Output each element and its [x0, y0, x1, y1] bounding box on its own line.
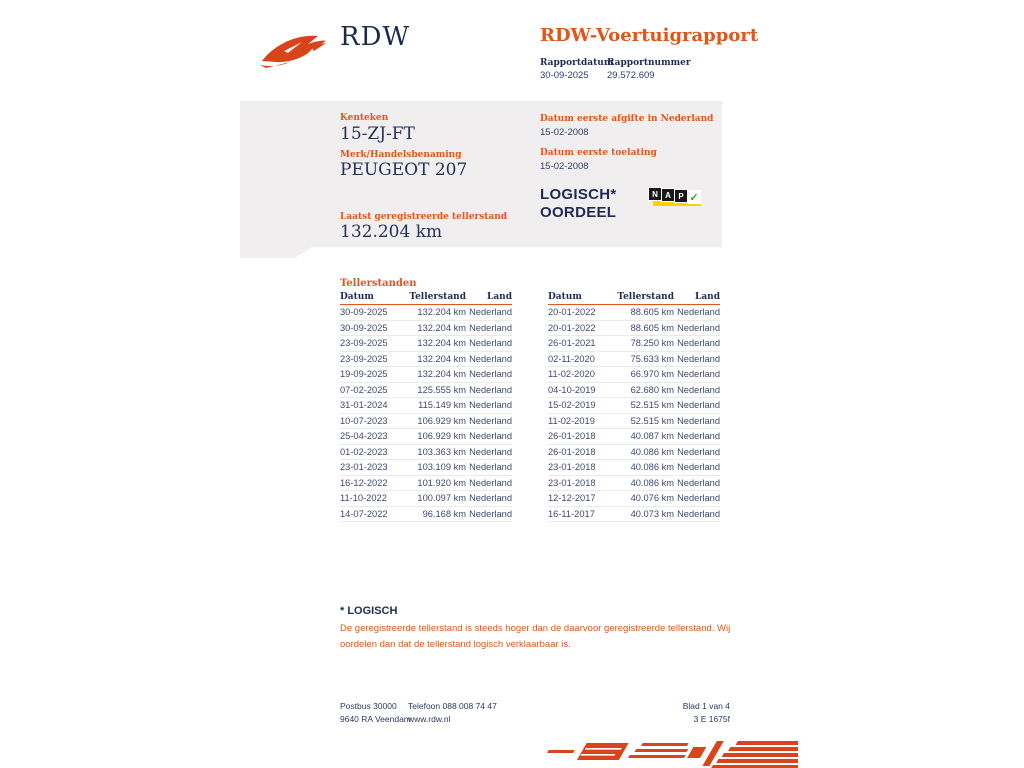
- kenteken-label: Kenteken: [340, 113, 389, 123]
- tellerstand-value: 132.204 km: [340, 222, 443, 242]
- table-row: [548, 414, 720, 430]
- explanation-text: De geregistreerde tellerstand is steeds hoger dan de daarvoor geregistreerde tellerstand. Wij oordelen dan dat de tellerstand logisch verklaarbaar is.: [340, 623, 731, 650]
- table-row: [340, 352, 512, 368]
- table-cell: 11-10-2022: [340, 493, 387, 504]
- col-header-datum: Datum: [548, 292, 582, 302]
- table-cell: 23-01-2018: [548, 462, 596, 473]
- table-cell: 40.086 km: [630, 462, 674, 473]
- table-cell: 66.970 km: [630, 369, 674, 380]
- table-cell: Nederland: [677, 462, 720, 473]
- table-row: [340, 414, 512, 430]
- table-row: [340, 491, 512, 507]
- table-cell: 62.680 km: [630, 384, 674, 395]
- table-cell: 23-01-2023: [340, 462, 388, 473]
- table-body: [548, 305, 720, 522]
- table-cell: 115.149 km: [418, 400, 466, 411]
- table-cell: 11-02-2020: [548, 369, 595, 380]
- afgifte-value: 15-02-2008: [540, 127, 589, 138]
- nap-letter-a: A: [661, 188, 675, 202]
- col-header-tellerstand: Tellerstand: [617, 292, 674, 302]
- table-cell: Nederland: [677, 493, 720, 504]
- footer-page-number: Blad 1 van 4: [682, 701, 730, 711]
- nap-checkmark-icon: ✓: [687, 190, 701, 204]
- table-cell: Nederland: [677, 353, 720, 364]
- page-title: RDW-Voertuigrapport: [540, 25, 759, 46]
- table-cell: Nederland: [469, 353, 512, 364]
- table-row: [340, 507, 512, 523]
- table-cell: 01-02-2023: [340, 446, 388, 457]
- table-row: [548, 321, 720, 337]
- table-cell: 23-09-2025: [340, 338, 388, 349]
- table-cell: 52.515 km: [630, 415, 674, 426]
- table-cell: 20-01-2022: [548, 307, 596, 318]
- table-cell: 26-01-2018: [548, 446, 596, 457]
- table-cell: Nederland: [677, 307, 720, 318]
- table-cell: Nederland: [469, 400, 512, 411]
- merk-label: Merk/Handelsbenaming: [340, 150, 462, 160]
- table-row: [340, 336, 512, 352]
- table-cell: 132.204 km: [417, 322, 466, 333]
- table-cell: 125.555 km: [417, 384, 466, 395]
- table-cell: 20-01-2022: [548, 322, 596, 333]
- table-cell: Nederland: [677, 338, 720, 349]
- table-cell: 30-09-2025: [340, 307, 388, 318]
- table-row: [340, 445, 512, 461]
- table-cell: Nederland: [677, 508, 720, 519]
- table-row: [548, 352, 720, 368]
- table-cell: 106.929 km: [417, 415, 466, 426]
- table-row: [548, 460, 720, 476]
- table-cell: 132.204 km: [417, 353, 466, 364]
- table-cell: Nederland: [677, 322, 720, 333]
- footer-address-line2: 9640 RA Veendam: [340, 714, 411, 724]
- table-cell: Nederland: [469, 322, 512, 333]
- table-cell: 07-02-2025: [340, 384, 388, 395]
- table-cell: 11-02-2019: [548, 415, 595, 426]
- report-date-label: Rapportdatum: [540, 58, 614, 68]
- table-cell: Nederland: [677, 431, 720, 442]
- table-cell: Nederland: [677, 477, 720, 488]
- table-cell: 78.250 km: [630, 338, 674, 349]
- table-cell: 25-04-2023: [340, 431, 388, 442]
- footer-address-line1: Postbus 30000: [340, 701, 397, 711]
- table-cell: 40.086 km: [630, 477, 674, 488]
- footer-form-code: 3 E 1675f: [693, 714, 730, 724]
- table-cell: 103.109 km: [417, 462, 466, 473]
- table-cell: 19-09-2025: [340, 369, 388, 380]
- table-row: [340, 460, 512, 476]
- table-cell: 52.515 km: [630, 400, 674, 411]
- table-body: [340, 305, 512, 522]
- nap-logo: [648, 185, 702, 209]
- table-cell: Nederland: [469, 446, 512, 457]
- tellerstanden-table-right: [548, 291, 720, 522]
- oordeel-line2: OORDEEL: [540, 204, 617, 221]
- col-header-datum: Datum: [340, 292, 374, 302]
- table-cell: Nederland: [677, 369, 720, 380]
- table-cell: 106.929 km: [417, 431, 466, 442]
- rdw-stripes-graphic: [543, 739, 798, 768]
- footer-phone: Telefoon 088 008 74 47: [408, 701, 497, 711]
- table-cell: Nederland: [469, 493, 512, 504]
- table-cell: 40.086 km: [630, 446, 674, 457]
- table-cell: Nederland: [469, 508, 512, 519]
- rdw-logo-text: RDW: [340, 22, 411, 52]
- vehicle-info-panel-tab: [240, 247, 312, 258]
- table-cell: 96.168 km: [422, 508, 466, 519]
- table-header: [548, 291, 720, 305]
- table-row: [340, 321, 512, 337]
- table-row: [548, 429, 720, 445]
- table-cell: 101.920 km: [417, 477, 466, 488]
- table-row: [548, 476, 720, 492]
- toelating-value: 15-02-2008: [540, 161, 589, 172]
- tellerstanden-title: Tellerstanden: [340, 278, 417, 289]
- table-cell: Nederland: [469, 307, 512, 318]
- oordeel-verdict: [540, 186, 617, 222]
- table-row: [340, 476, 512, 492]
- table-header: [340, 291, 512, 305]
- table-cell: 23-09-2025: [340, 353, 388, 364]
- table-cell: 31-01-2024: [340, 400, 388, 411]
- merk-value: PEUGEOT 207: [340, 160, 468, 180]
- table-cell: 100.097 km: [417, 493, 466, 504]
- table-row: [548, 305, 720, 321]
- table-cell: 12-12-2017: [548, 493, 596, 504]
- nap-letter-p: P: [674, 189, 688, 203]
- table-cell: 02-11-2020: [548, 353, 595, 364]
- toelating-label: Datum eerste toelating: [540, 148, 657, 158]
- explanation-heading: * LOGISCH: [340, 605, 398, 617]
- report-number-label: Rapportnummer: [607, 58, 691, 68]
- table-row: [340, 367, 512, 383]
- table-cell: 132.204 km: [417, 307, 466, 318]
- table-cell: 132.204 km: [417, 338, 466, 349]
- table-row: [340, 383, 512, 399]
- table-row: [548, 367, 720, 383]
- table-cell: Nederland: [677, 415, 720, 426]
- table-row: [548, 383, 720, 399]
- tellerstanden-table-left: [340, 291, 512, 522]
- table-cell: Nederland: [469, 384, 512, 395]
- table-cell: 14-07-2022: [340, 508, 388, 519]
- col-header-tellerstand: Tellerstand: [409, 292, 466, 302]
- table-cell: 23-01-2018: [548, 477, 596, 488]
- table-cell: 16-11-2017: [548, 508, 595, 519]
- table-cell: 103.363 km: [417, 446, 466, 457]
- table-cell: Nederland: [469, 415, 512, 426]
- table-cell: 10-07-2023: [340, 415, 388, 426]
- table-cell: 26-01-2021: [548, 338, 596, 349]
- kenteken-value: 15-ZJ-FT: [340, 124, 415, 144]
- table-cell: Nederland: [677, 400, 720, 411]
- table-cell: 40.087 km: [630, 431, 674, 442]
- col-header-land: Land: [487, 292, 512, 302]
- table-cell: Nederland: [469, 477, 512, 488]
- table-row: [548, 507, 720, 523]
- table-cell: 16-12-2022: [340, 477, 388, 488]
- table-cell: Nederland: [469, 462, 512, 473]
- table-cell: 132.204 km: [417, 369, 466, 380]
- table-cell: 40.076 km: [630, 493, 674, 504]
- table-cell: 40.073 km: [630, 508, 674, 519]
- table-cell: 75.633 km: [630, 353, 674, 364]
- table-row: [340, 398, 512, 414]
- table-cell: 88.605 km: [630, 322, 674, 333]
- table-row: [548, 336, 720, 352]
- table-cell: 15-02-2019: [548, 400, 596, 411]
- table-cell: 04-10-2019: [548, 384, 596, 395]
- tellerstand-label: Laatst geregistreerde tellerstand: [340, 212, 508, 222]
- footer-website: www.rdw.nl: [408, 714, 451, 724]
- table-cell: 88.605 km: [630, 307, 674, 318]
- rdw-logo-icon: [256, 27, 334, 72]
- table-cell: Nederland: [677, 446, 720, 457]
- table-cell: 30-09-2025: [340, 322, 388, 333]
- table-cell: Nederland: [469, 431, 512, 442]
- report-date-value: 30-09-2025: [540, 70, 589, 81]
- table-cell: 26-01-2018: [548, 431, 596, 442]
- table-row: [548, 491, 720, 507]
- table-row: [340, 305, 512, 321]
- oordeel-line1: LOGISCH*: [540, 186, 617, 203]
- table-row: [340, 429, 512, 445]
- table-cell: Nederland: [469, 338, 512, 349]
- afgifte-label: Datum eerste afgifte in Nederland: [540, 114, 714, 124]
- table-row: [548, 445, 720, 461]
- table-row: [548, 398, 720, 414]
- col-header-land: Land: [695, 292, 720, 302]
- report-number-value: 29.572.609: [607, 70, 655, 81]
- table-cell: Nederland: [469, 369, 512, 380]
- table-cell: Nederland: [677, 384, 720, 395]
- nap-letter-n: N: [648, 187, 662, 201]
